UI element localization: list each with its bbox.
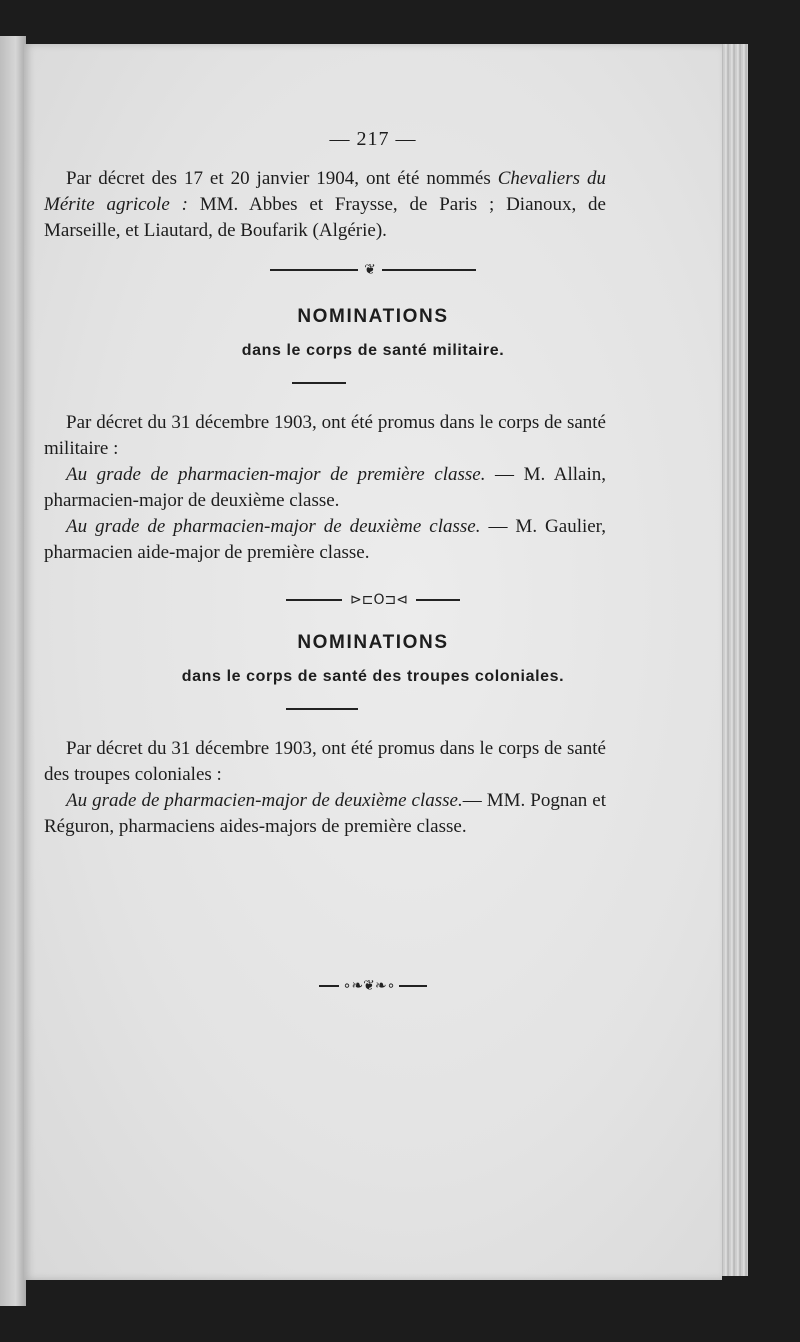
ornament-glyph: ⊳⊏O⊐⊲ <box>350 592 408 608</box>
paragraph-text: — MM. Pognan et Réguron, pharmaciens aides-majors de première classe. <box>44 790 607 837</box>
paragraph-italic: Au grade de pharmacien-major de première classe. <box>66 464 486 485</box>
paragraph-pognan-reguron <box>44 788 606 840</box>
paragraph-text: MM. Abbes et Fraysse, de Paris ; Dianoux, de Marseille, et Liautard, de Boufarik (Algérie). <box>44 194 606 241</box>
paragraph-merite-agricole <box>44 166 606 244</box>
heading-nominations-coloniales: NOMINATIONS <box>297 632 449 653</box>
subheading-sante-militaire: dans le corps de santé militaire. <box>241 342 505 359</box>
ornament-glyph: ∘❧❦❧∘ <box>342 978 396 994</box>
paragraph-italic: Au grade de pharmacien-major de deuxième classe. <box>66 516 481 537</box>
short-rule <box>292 382 346 384</box>
paragraph-italic: Chevaliers du Mérite agricole : <box>44 168 606 215</box>
short-rule <box>286 708 358 710</box>
paragraph-text: — M. Gaulier, pharmacien aide-major de première classe. <box>44 516 607 563</box>
ornament-glyph: ❦ <box>364 262 376 278</box>
facing-page-edge <box>0 36 26 1306</box>
heading-nominations-militaire: NOMINATIONS <box>297 306 449 327</box>
divider-ornament-bottom <box>24 978 722 994</box>
divider-ornament-middle <box>24 592 722 608</box>
paragraph-text: — M. Allain, pharmacien-major de deuxième classe. <box>44 464 606 511</box>
paragraph-allain <box>44 462 606 514</box>
subheading-troupes-coloniales: dans le corps de santé des troupes coloniales. <box>181 668 565 685</box>
paragraph-text: Par décret des 17 et 20 janvier 1904, ont été nommés <box>66 168 498 189</box>
paragraph-decret-coloniales <box>44 736 606 788</box>
paragraph-italic: Au grade de pharmacien-major de deuxième classe. <box>66 790 463 811</box>
paragraph-gaulier <box>44 514 606 566</box>
paragraph-text: Par décret du 31 décembre 1903, ont été promus dans le corps de santé des troupes coloniales : <box>44 738 606 785</box>
book-page <box>24 44 722 1280</box>
divider-ornament-top <box>24 262 722 278</box>
paragraph-text: Par décret du 31 décembre 1903, ont été promus dans le corps de santé militaire : <box>44 412 606 459</box>
paragraph-decret-militaire <box>44 410 606 462</box>
page-number: — 217 — <box>329 128 417 150</box>
